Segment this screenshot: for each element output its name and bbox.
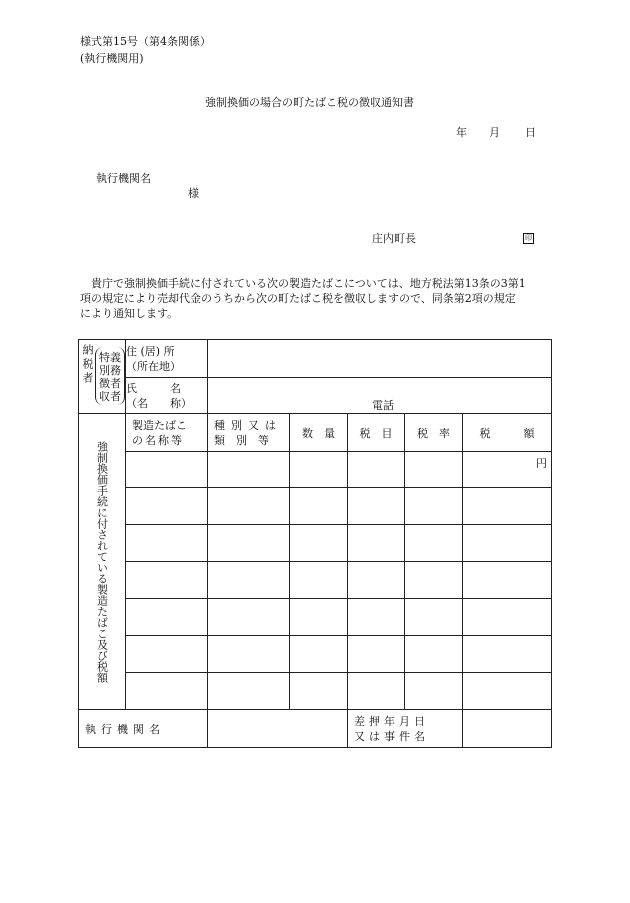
sender-name: 庄内町長 [372, 232, 416, 245]
name-value-cell[interactable] [208, 378, 552, 414]
seal-mark [523, 232, 534, 244]
item-cell[interactable] [126, 488, 208, 525]
col-name-line: の名称等 [132, 433, 184, 447]
address-label: 住 (居) 所 [126, 344, 175, 358]
addressee-label: 執行機関名 [96, 172, 151, 185]
amount-cell[interactable] [463, 562, 552, 599]
form-use: (執行機関用) [80, 52, 144, 65]
yen-unit: 円 [536, 457, 547, 470]
date-month: 月 [489, 126, 500, 139]
seizure-label: 又は事件名 [354, 729, 429, 743]
form-number: 様式第15号（第4条関係） [80, 35, 211, 48]
notice-body [80, 276, 558, 321]
item-cell[interactable] [126, 562, 208, 599]
document-title: 強制換価の場合の町たばこ税の徴収通知書 [205, 96, 414, 109]
seizure-label-cell [348, 710, 463, 748]
bracket-line: 収者 [99, 390, 121, 403]
item-cell[interactable] [290, 562, 348, 599]
item-cell[interactable] [208, 525, 290, 562]
item-cell[interactable] [348, 636, 405, 673]
col-type-header [208, 414, 290, 452]
address-value-cell[interactable] [208, 340, 552, 378]
seal-icon: 印 [525, 233, 532, 242]
taxpayer-side-label: 納税者 [81, 344, 94, 386]
name-label: 氏 名 [126, 381, 181, 395]
item-cell[interactable] [348, 599, 405, 636]
agency-value-cell[interactable] [208, 710, 348, 748]
item-cell[interactable] [348, 525, 405, 562]
date-year: 年 [456, 126, 467, 139]
col-type-line: 類 別 等 [214, 433, 269, 447]
bracket-line: 特義 [99, 351, 121, 364]
items-side-cell [79, 414, 126, 710]
item-cell[interactable] [290, 488, 348, 525]
notice-line: 項の規定により売却代金のうちから次の町たばこ税を徴収しますので、同条第2項の規定 [80, 292, 516, 305]
item-cell[interactable] [290, 599, 348, 636]
item-cell[interactable] [208, 562, 290, 599]
name-sublabel: （名 称） [126, 396, 192, 410]
col-amount-header: 税 額 [463, 414, 552, 452]
item-cell[interactable] [405, 452, 463, 488]
table-row [79, 673, 552, 710]
col-name-line: 製造たばこ [132, 418, 187, 432]
item-cell[interactable] [126, 636, 208, 673]
amount-cell[interactable] [463, 488, 552, 525]
phone-label: 電話 [372, 399, 394, 412]
table-row [79, 599, 552, 636]
address-label-cell [126, 340, 208, 378]
item-cell[interactable] [290, 636, 348, 673]
amount-cell[interactable] [463, 525, 552, 562]
item-cell[interactable] [208, 488, 290, 525]
item-cell[interactable] [126, 673, 208, 710]
table-row [79, 525, 552, 562]
notice-line: 貴庁で強制換価手続に付されている次の製造たばこについては、地方税法第13条の3第1 [91, 277, 526, 290]
amount-cell[interactable] [463, 452, 552, 488]
name-label-cell [126, 378, 208, 414]
item-cell[interactable] [405, 673, 463, 710]
item-cell[interactable] [348, 452, 405, 488]
item-cell[interactable] [405, 525, 463, 562]
item-cell[interactable] [208, 452, 290, 488]
col-name-header [126, 414, 208, 452]
item-cell[interactable] [348, 673, 405, 710]
notice-line: により通知します。 [80, 307, 179, 320]
agency-label-cell: 執行機関名 [79, 710, 208, 748]
bracket-line: 別務 [99, 364, 121, 377]
taxpayer-label-cell [79, 340, 126, 414]
col-type-line: 種別又は [214, 418, 282, 432]
table-row [79, 562, 552, 599]
amount-cell[interactable] [463, 599, 552, 636]
item-cell[interactable] [208, 636, 290, 673]
item-cell[interactable] [405, 636, 463, 673]
table-row [79, 488, 552, 525]
address-sublabel: （所在地） [126, 359, 181, 373]
item-cell[interactable] [208, 673, 290, 710]
col-rate-header: 税 率 [405, 414, 463, 452]
item-cell[interactable] [348, 562, 405, 599]
item-cell[interactable] [126, 525, 208, 562]
date-day: 日 [525, 126, 536, 139]
item-cell[interactable] [348, 488, 405, 525]
notice-form-table [78, 339, 552, 748]
item-cell[interactable] [405, 599, 463, 636]
items-side-label: 強制換価手続に付されている製造たばこ及び税額 [95, 440, 109, 683]
item-cell[interactable] [405, 488, 463, 525]
seizure-label: 差押年月日 [354, 714, 429, 728]
seizure-value-cell[interactable] [463, 710, 552, 748]
item-cell[interactable] [126, 452, 208, 488]
table-row [79, 636, 552, 673]
col-tax-item-header: 税 目 [348, 414, 405, 452]
addressee-honorific: 様 [188, 187, 199, 200]
amount-cell[interactable] [463, 673, 552, 710]
item-cell[interactable] [208, 599, 290, 636]
item-cell[interactable] [126, 599, 208, 636]
amount-cell[interactable] [463, 636, 552, 673]
item-cell[interactable] [405, 562, 463, 599]
item-cell[interactable] [290, 452, 348, 488]
bracket-line: 徴者 [99, 377, 121, 390]
item-cell[interactable] [290, 525, 348, 562]
item-cell[interactable] [290, 673, 348, 710]
col-quantity-header: 数 量 [290, 414, 348, 452]
